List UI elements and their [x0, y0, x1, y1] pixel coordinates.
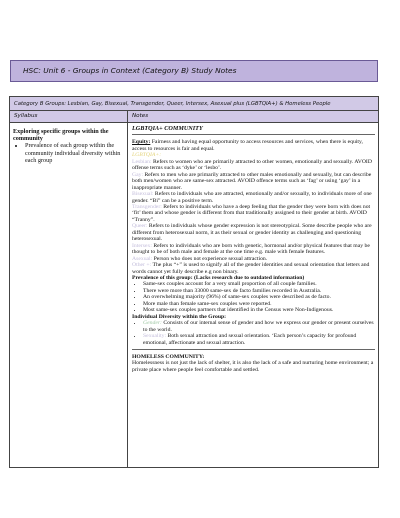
transgender-definition: Transgender: Refers to individuals who have a deep feeling that the gender they were born with does not ‘fit’ them and whose gender is different from that traditionally assigned to their gender at birth. AVOID “Tranny”.: [132, 203, 371, 223]
bisexual-definition: Bisexual: Refers to individuals who are attracted, emotionally and/or sexually, to individuals more of one gender. “Bi” can be a positive term.: [132, 191, 372, 204]
syllabus-cell: [13, 128, 125, 164]
column-header-row: [10, 111, 378, 123]
sexuality-item: • Sexuality: Both sexual attraction and sexual orientation. ‘Each person’s capacity for profound emotional, affectionate and sexual attraction.: [143, 333, 375, 346]
list-item: • Same-sex couples account for a very small proportion of all couple families.: [143, 281, 375, 287]
list-item: • More male than female same-sex couples were reported.: [143, 301, 375, 307]
syllabus-heading: Exploring specific groups within the community: [13, 128, 109, 143]
list-item: • An overwhelming majority (96%) of same-sex couples were described as de facto.: [143, 294, 375, 300]
lgbtqia-label: LGBTQIA+:: [132, 152, 162, 159]
section-divider: [132, 134, 375, 135]
queer-definition: Queer: Refers to individuals whose gender expression is not stereotypical. Some describe people who are different from heterosexual norm, it as their sexual or gender identity as challenging and questioning heterosexual.: [132, 223, 372, 243]
prevalence-list: [132, 281, 375, 313]
diversity-heading: Individual Diversity within the Group:: [132, 313, 227, 320]
intersex-definition: Intersex: Refers to individuals who are born with genetic, hormonal and/or physical features that may be thought to be of both male and female at the one time e.g. male with female features.: [132, 242, 370, 256]
homeless-heading: HOMELESS COMMUNITY:: [132, 353, 205, 360]
column-divider: [127, 111, 128, 467]
asexual-definition: Asexual: Person who does not experience sexual attraction.: [132, 255, 268, 262]
syllabus-bullet: • Prevalence of each group within the community individual diversity within each group: [25, 142, 125, 164]
prevalence-heading: Prevalence of this group: (Lacks research due to outdated information): [132, 274, 305, 281]
section-divider: [132, 349, 375, 350]
syllabus-column-header: Syllabus: [14, 113, 38, 119]
homeless-definition: Homelessness is not just the lack of shelter, it is also the lack of a safe and nurturing home environment; a private place where people feel comfortable and settled.: [132, 360, 374, 373]
document-title: HSC: Unit 6 - Groups in Context (Category B) Study Notes: [10, 60, 378, 82]
equity-definition: Equity: Fairness and having equal opportunity to access resources and services, when there is equity, access to resources is fair and equal.: [132, 139, 363, 152]
section-title: LGBTQIA+ COMMUNITY: [132, 125, 203, 132]
gender-item: • Gender: Consists of our internal sense of gender and how we express our gender or present ourselves to the world.: [143, 320, 375, 333]
notes-table: [9, 96, 379, 468]
category-row: Category B Groups: Lesbian, Gay, Bisexual, Transgender, Queer, Intersex, Asexual plus (LGBTQIA+) & Homeless People: [10, 97, 378, 111]
notes-column-header: Notes: [132, 113, 149, 119]
lesbian-definition: Lesbian: Refers to women who are primarily attracted to other women, emotionally and sexually. AVOID offense terms such as ‘dyke’ or ‘lesbo’.: [132, 158, 372, 172]
list-item: • There were more than 33000 same-sex de facto families recorded in Australia.: [143, 288, 375, 294]
gay-definition: Gay: Refers to men who are primarily attracted to other males emotionally and sexually, but can describe both men/women who are same-sex attracted. AVOID offence terms such as ‘fag’ or using ‘gay’ in a inappropriate manner.: [132, 171, 372, 191]
notes-cell: [132, 126, 375, 373]
list-item: • Most same-sex couples partners that identified in the Census were Non-Indigenous.: [143, 307, 375, 313]
other-definition: Other +: The plus “+” is used to signify all of the gender identities and sexual orientation that letters and words cannot yet fully describe e.g non binary.: [132, 262, 370, 275]
diversity-list: [132, 320, 375, 346]
